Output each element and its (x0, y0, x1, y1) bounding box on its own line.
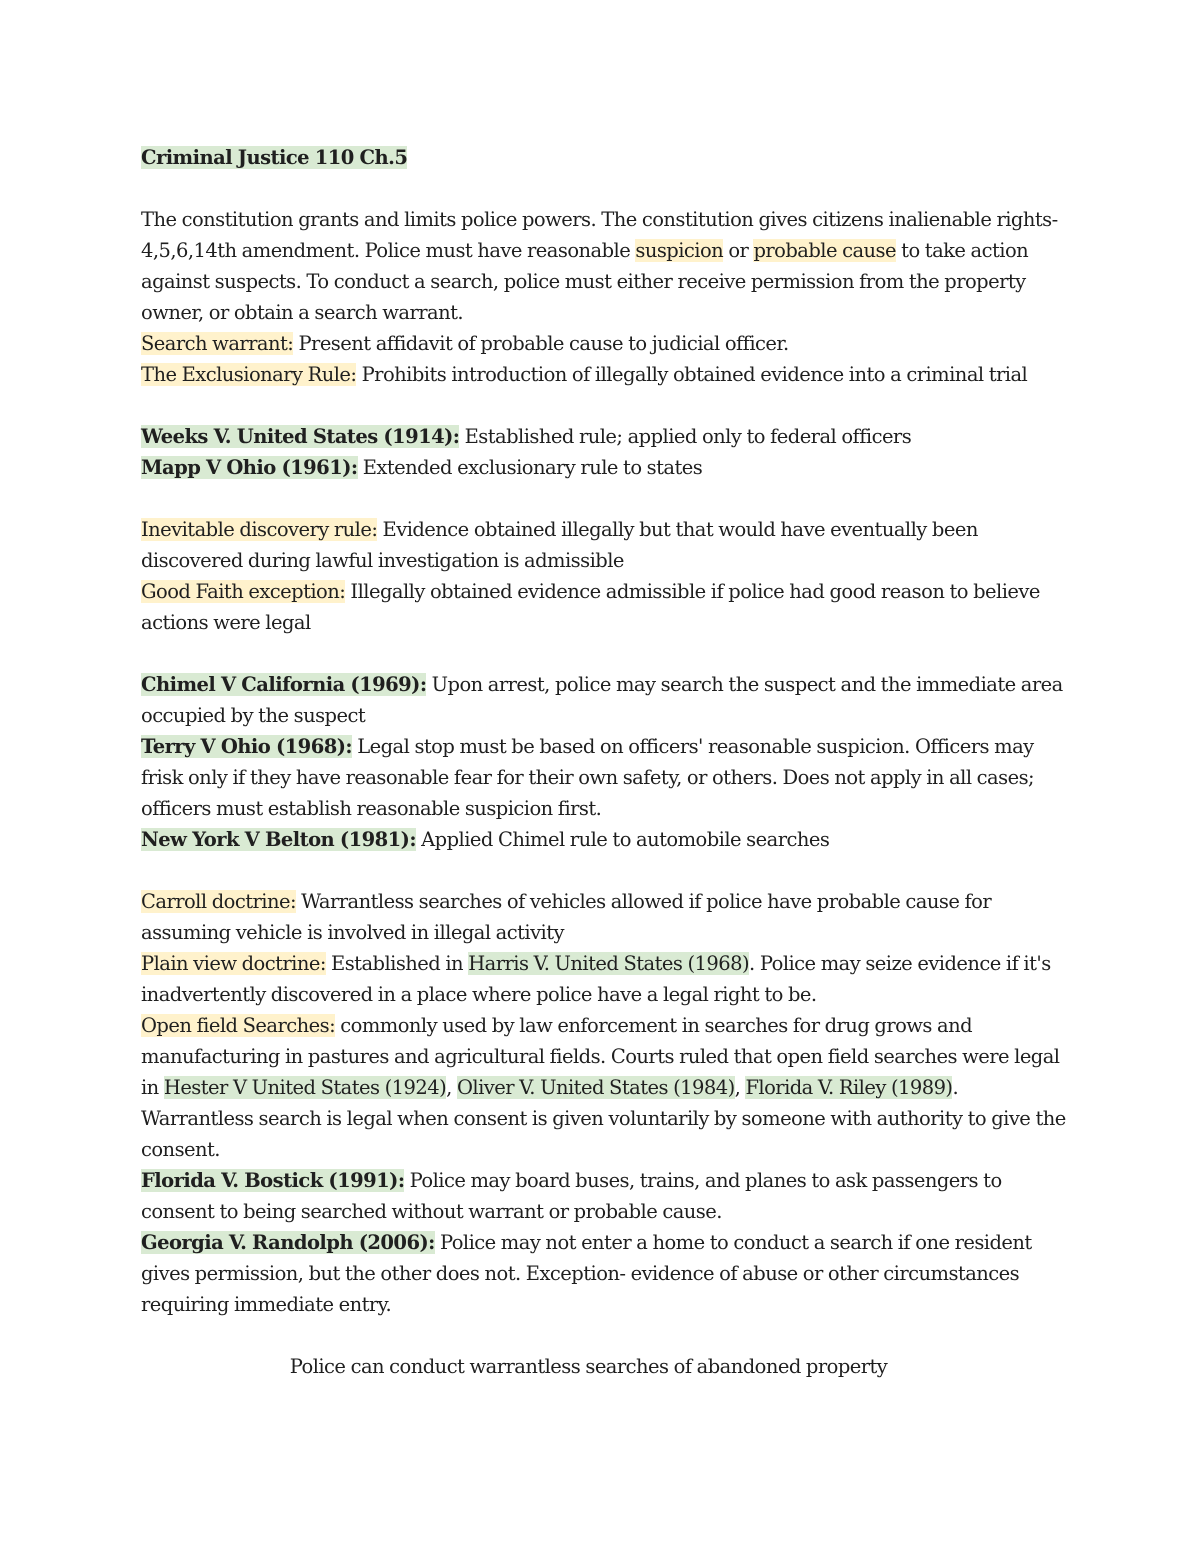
blank-line (141, 173, 1066, 204)
separator: , (734, 1076, 746, 1099)
search-warrant-line (141, 328, 1066, 359)
intro-text: The constitution grants and limits police powers. The constitution gives citizens inalienable rights- 4,5,6,14th amendment. Police must have reasonable (141, 208, 1058, 262)
definition-text: Warrantless searches of vehicles allowed if police have probable cause for assuming vehicle is involved in illegal activity (141, 890, 992, 944)
case-harris: Harris V. United States (1968) (468, 952, 750, 975)
case-hester: Hester V United States (1924) (163, 1076, 447, 1099)
intro-text: or (723, 239, 754, 262)
case-terry: Terry V Ohio (1968): (141, 735, 353, 758)
term-probable-cause: probable cause (753, 239, 897, 262)
definition-text: Present affidavit of probable cause to judicial officer. (293, 332, 789, 355)
title-highlight: Criminal Justice 110 Ch.5 (141, 146, 408, 169)
belton-case-line (141, 824, 1066, 855)
term-search-warrant: Search warrant: (141, 332, 294, 355)
definition-text: . (952, 1076, 959, 1099)
inevitable-discovery-line (141, 514, 1066, 576)
randolph-case-line (141, 1227, 1066, 1320)
term-suspicion: suspicion (635, 239, 724, 262)
terry-case-line (141, 731, 1066, 824)
case-text: Extended exclusionary rule to states (357, 456, 703, 479)
weeks-case-line (141, 421, 1066, 452)
case-text: Applied Chimel rule to automobile searches (415, 828, 830, 851)
blank-line (141, 483, 1066, 514)
blank-line (141, 638, 1066, 669)
definition-text: Evidence obtained illegally but that would have eventually been discovered during lawful investigation is admissible (141, 518, 978, 572)
closing-line: Police can conduct warrantless searches of abandoned property (289, 1355, 888, 1378)
exclusionary-rule-line (141, 359, 1066, 390)
intro-text: to take action against suspects. To conduct a search, police must either receive permission from the property owner, or obtain a search warrant. (141, 239, 1029, 324)
case-text: Police may board buses, trains, and planes to ask passengers to consent to being searched without warrant or probable cause. (141, 1169, 1002, 1223)
blank-line (141, 390, 1066, 421)
case-belton: New York V Belton (1981): (141, 828, 416, 851)
open-field-line (141, 1010, 1066, 1103)
case-text: Legal stop must be based on officers' reasonable suspicion. Officers may frisk only if they have reasonable fear for their own safety, or others. Does not apply in all cases; officers must establish reasonable suspicion first. (141, 735, 1035, 820)
case-chimel: Chimel V California (1969): (141, 673, 427, 696)
blank-line (141, 855, 1066, 886)
case-randolph: Georgia V. Randolph (2006): (141, 1231, 435, 1254)
chimel-case-line (141, 669, 1066, 731)
doc-title (141, 142, 1066, 173)
case-oliver: Oliver V. United States (1984) (456, 1076, 735, 1099)
definition-text: Prohibits introduction of illegally obtained evidence into a criminal trial (356, 363, 1028, 386)
blank-line (141, 1320, 1066, 1351)
case-mapp: Mapp V Ohio (1961): (141, 456, 358, 479)
carroll-doctrine-line (141, 886, 1066, 948)
plain-view-line (141, 948, 1066, 1010)
case-riley: Florida V. Riley (1989) (745, 1076, 953, 1099)
document-body (141, 142, 1066, 1382)
bostick-case-line (141, 1165, 1066, 1227)
separator: , (446, 1076, 457, 1099)
consent-line: Warrantless search is legal when consent is given voluntarily by someone with authority to give the consent. (141, 1107, 1066, 1161)
term-plain-view: Plain view doctrine: (141, 952, 326, 975)
term-open-field: Open field Searches: (141, 1014, 336, 1037)
mapp-case-line (141, 452, 1066, 483)
term-inevitable-discovery: Inevitable discovery rule: (141, 518, 378, 541)
case-bostick: Florida V. Bostick (1991): (141, 1169, 405, 1192)
case-text: Upon arrest, police may search the suspect and the immediate area occupied by the suspect (141, 673, 1063, 727)
case-weeks: Weeks V. United States (1914): (141, 425, 460, 448)
definition-text: . Police may seize evidence if it's inadvertently discovered in a place where police have a legal right to be. (141, 952, 1051, 1006)
definition-text: commonly used by law enforcement in searches for drug grows and manufacturing in pastures and agricultural fields. Courts ruled that open field searches were legal in (141, 1014, 1060, 1099)
term-good-faith: Good Faith exception: (141, 580, 346, 603)
case-text: Established rule; applied only to federal officers (459, 425, 912, 448)
good-faith-line (141, 576, 1066, 638)
term-exclusionary-rule: The Exclusionary Rule: (141, 363, 357, 386)
term-carroll-doctrine: Carroll doctrine: (141, 890, 296, 913)
intro-paragraph (141, 204, 1066, 328)
definition-text: Established in (325, 952, 469, 975)
case-text: Police may not enter a home to conduct a search if one resident gives permission, but the other does not. Exception- evidence of abuse or other circumstances requiring immediate entry. (141, 1231, 1032, 1316)
definition-text: Illegally obtained evidence admissible if police had good reason to believe actions were legal (141, 580, 1040, 634)
